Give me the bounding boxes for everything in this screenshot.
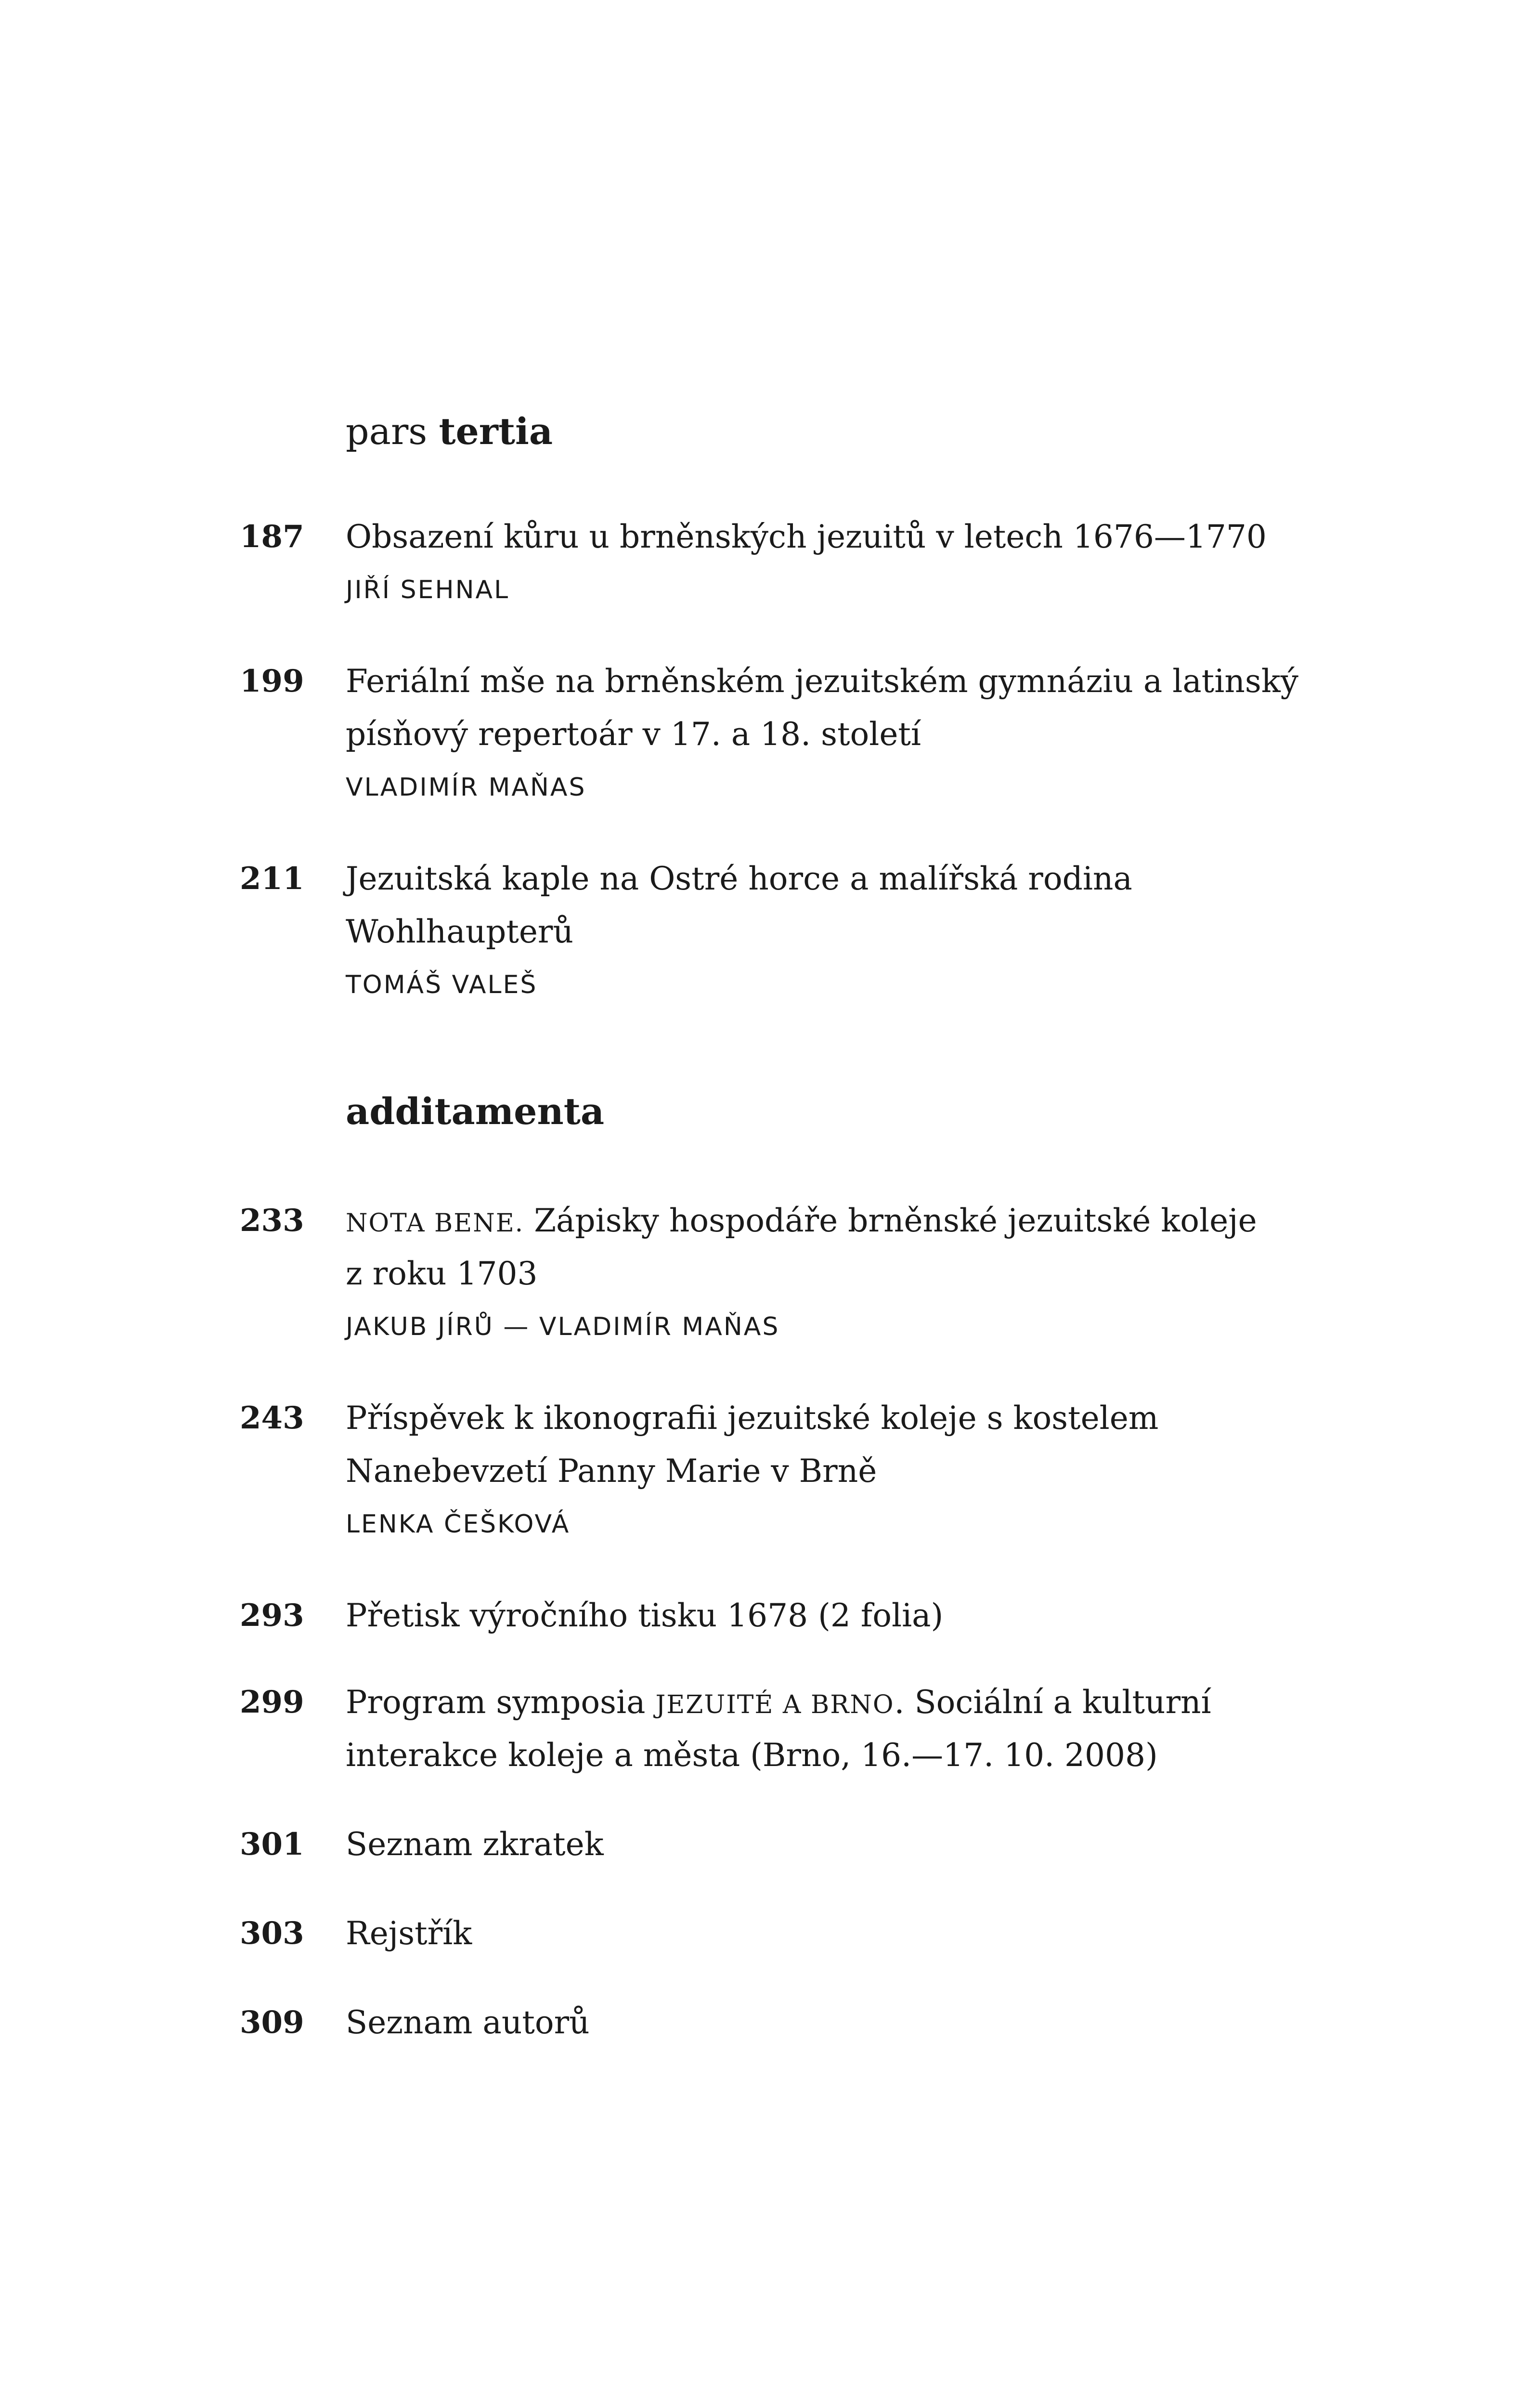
entry-title <box>346 1676 1211 1731</box>
heading-bold-part: additamenta <box>346 1090 605 1133</box>
page-number: 233 <box>240 1203 304 1239</box>
entry-author: TOMÁŠ VALEŠ <box>346 970 538 999</box>
small-caps-title: JEZUITÉ A BRNO <box>655 1690 895 1719</box>
page-number: 303 <box>240 1915 304 1951</box>
page-number: 293 <box>240 1597 304 1634</box>
entry-author: VLADIMÍR MAŇAS <box>346 773 586 802</box>
entry-author: JAKUB JÍRŮ — VLADIMÍR MAŇAS <box>346 1312 780 1341</box>
page-number: 211 <box>240 861 304 897</box>
heading-bold-part: tertia <box>439 410 553 453</box>
entry-title: Seznam autorů <box>346 2004 590 2041</box>
entry-title-continuation: písňový repertoár v 17. a 18. století <box>346 716 921 753</box>
entry-title: Feriální mše na brněnském jezuitském gymnáziu a latinský <box>346 663 1298 700</box>
entry-title: Obsazení kůru u brněnských jezuitů v letech 1676—1770 <box>346 518 1267 555</box>
entry-title-continuation: z roku 1703 <box>346 1255 538 1292</box>
entry-title-continuation: interakce koleje a města (Brno, 16.—17. 10. 2008) <box>346 1737 1158 1774</box>
entry-title: Jezuitská kaple na Ostré horce a malířská rodina <box>346 860 1132 897</box>
entry-title-continuation: Wohlhaupterů <box>346 913 573 950</box>
entry-title: Rejstřík <box>346 1915 472 1952</box>
section-heading-additamenta <box>346 1090 605 1133</box>
page-number: 243 <box>240 1400 304 1436</box>
entry-author: LENKA ČEŠKOVÁ <box>346 1510 571 1539</box>
entry-title <box>346 1194 1257 1250</box>
entry-title: Seznam zkratek <box>346 1826 604 1863</box>
heading-light-part: pars <box>346 410 439 453</box>
entry-title: Přetisk výročního tisku 1678 (2 folia) <box>346 1597 944 1634</box>
small-caps-title: NOTA BENE. <box>346 1209 524 1238</box>
page-number: 299 <box>240 1684 304 1720</box>
title-post: . Sociální a kulturní <box>894 1684 1211 1721</box>
section-heading-pars-tertia <box>346 410 553 453</box>
page-number: 301 <box>240 1826 304 1862</box>
title-pre: Program symposia <box>346 1684 656 1721</box>
page-number: 309 <box>240 2004 304 2041</box>
entry-title: Příspěvek k ikonografii jezuitské koleje s kostelem <box>346 1400 1159 1437</box>
page-number: 187 <box>240 519 304 555</box>
entry-title-continuation: Nanebevzetí Panny Marie v Brně <box>346 1453 877 1490</box>
title-rest: Zápisky hospodáře brněnské jezuitské koleje <box>524 1202 1257 1239</box>
entry-author: JIŘÍ SEHNAL <box>346 576 510 604</box>
page-number: 199 <box>240 663 304 699</box>
